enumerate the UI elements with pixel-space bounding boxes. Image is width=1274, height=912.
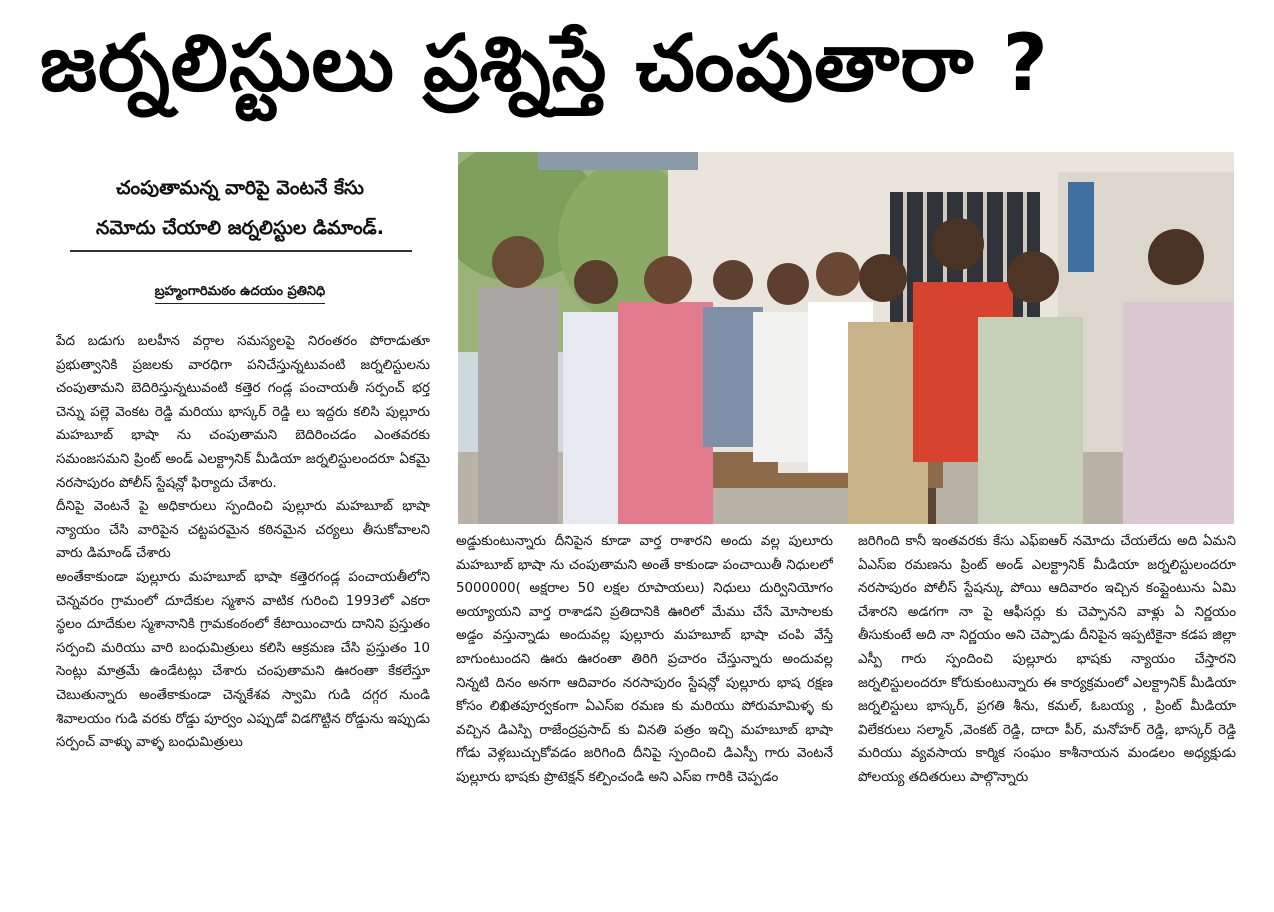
article-column-2 xyxy=(456,530,833,890)
article-paragraph: దీనిపై వెంటనే పై అధికారులు స్పందించి పుల్లూరు మహబూబ్ భాషా న్యాయం చేసి వారిపైన చట్టపరమైన కఠినమైన చర్యలు తీసుకోవాలని వారు డిమాండ్ చేశారు xyxy=(56,499,430,562)
byline xyxy=(50,284,430,302)
subheadline-divider xyxy=(70,250,412,252)
byline-text: బ్రహ్మంగారిమఠం ఉదయం ప్రతినిధి xyxy=(155,284,325,304)
headline: జర్నలిస్టులు ప్రశ్నిస్తే చంపుతారా ? xyxy=(40,19,1049,109)
news-photo-illustration xyxy=(458,152,1234,524)
subheadline-line-2: నమోదు చేయాలి జర్నలిస్టుల డిమాండ్. xyxy=(96,217,384,239)
article-column-1 xyxy=(56,330,430,892)
article-paragraph: పేద బడుగు బలహీన వర్గాల సమస్యలపై నిరంతరం పోరాడుతూ ప్రభుత్వానికి ప్రజలకు వారధిగా పనిచేస్తున్నటువంటి జర్నలిస్టులను చంపుతామని బెదిరిస్తున్నటువంటి కత్తెర గండ్ల పంచాయతీ సర్పంచ్ భర్త చెన్ను పల్లె వెంకట రెడ్డి మరియు భాస్కర్ రెడ్డి లు ఇద్దరు కలిసి పుల్లూరు మహబూబ్ భాషా ను చంపుతామని బెదిరించడం ఎంతవరకు సమంజసమని ప్రింట్ అండ్ ఎలక్ట్రానిక్ మీడియా జర్నలిస్టులందరూ ఏకమై నరసాపురం పోలీస్ స్టేషన్లో ఫిర్యాదు చేశారు. xyxy=(56,334,430,491)
news-photo xyxy=(458,152,1234,524)
article-paragraph: అడ్డుకుంటున్నారు దీనిపైన కూడా వార్త రాశారని అందు వల్ల పులూరు మహబూబ్ భాషా ను చంపుతామని అంతే కాకుండా పంచాయితీ నిధులలో 5000000( అక్షరాల 50 లక్షల రూపాయలు) నిధులు దుర్వినియోగం అయ్యాయని వార్త రాశాడని ప్రతిదానికి ఊరిలో మేము చేసే మోసాలకు అడ్డం వస్తున్నాడు అందువల్ల పుల్లూరు మహబూబ్ భాషా చంపి వేస్తే బాగుంటుందని ఊరు ఊరంతా తిరిగి ప్రచారం చేస్తున్నారు అందువల్ల నిన్నటి దినం అనగా ఆదివారం నరసాపురం స్టేషన్లో పుల్లూరు భాష రక్షణ కోసం లిఖితపూర్వకంగా ఏఎస్ఐ రమణ కు మరియు పోరుమామిళ్ళ కు వచ్చిన డిఎస్పి రాజేంద్రప్రసాద్ కు వినతి పత్రం ఇచ్చి మహబూబ్ భాషా గోడు వెళ్లబుచ్చుకోవడం జరిగింది దీనిపై స్పందించి డిఎస్పీ గారు వెంటనే పుల్లూరు భాషకు ప్రొటెక్షన్ కల్పించండి అని ఎస్ఐ గారికి చెప్పడం xyxy=(456,534,833,785)
subheadline xyxy=(50,168,430,248)
article-paragraph: అంతేకాకుండా పుల్లూరు మహబూబ్ భాషా కత్తెరగండ్ల పంచాయతీలోని చెన్నవరం గ్రామంలో దూదేకుల స్మశాన వాటిక గురించి 1993లో ఎకరా స్థలం దూదేకుల స్మశానానికి గ్రామకంఠంలో కేటాయించారు దానిని ప్రస్తుతం సర్పంచి మరియు వారి బంధుమిత్రులు కలిసి ఆక్రమణ చేసి ప్రస్తుతం 10 సెంట్లు మాత్రమే ఉండేటట్లు చేశారు చంపుతామని ఊరంతా కేకలేస్తూ చెబుతున్నారు అంతేకాకుండా చెన్నకేశవ స్వామి గుడి దగ్గర నుండి శివాలయం గుడి వరకు రోడ్డు పూర్వం ఎప్పుడో విడగొట్టిన రోడ్డును ఇప్పుడు సర్పంచ్ వాళ్ళు వాళ్ళ బంధుమిత్రులు xyxy=(56,569,430,751)
article-column-3 xyxy=(858,530,1236,890)
subheadline-line-1: చంపుతామన్న వారిపై వెంటనే కేసు xyxy=(116,177,364,199)
article-paragraph: జరిగింది కానీ ఇంతవరకు కేసు ఎఫ్ఐఆర్ నమోదు చేయలేదు అది ఏమని ఏఎస్ఐ రమణను ప్రింట్ అండ్ ఎలక్ట్రానిక్ మీడియా జర్నలిస్టులందరూ నరసాపురం పోలీస్ స్టేషన్కు పోయి ఆదివారం ఇచ్చిన కంప్లైంటును ఏమి చేశారని అడగగా నా పై ఆఫీసర్లు కు చెప్పానని వాళ్లు ఏ నిర్ణయం తీసుకుంటే అది నా నిర్ణయం అని చెప్పాడు దీనిపైన ఇప్పటికైనా కడప జిల్లా ఎస్పీ గారు స్పందించి పుల్లూరు భాషకు న్యాయం చేస్తారని జర్నలిస్టులందరూ కోరుకుంటున్నారు ఈ కార్యక్రమంలో ఎలక్ట్రానిక్ మీడియా జర్నలిస్టులు భాస్కర్, ప్రగతి శీను, కమల్, ఓబయ్య , ప్రింట్ మీడియా విలేకరులు సల్మాన్ ,వెంకట్ రెడ్డి, దాదా పీర్, మనోహర్ రెడ్డి, భాస్కర్ రెడ్డి మరియు వ్యవసాయ కార్మిక సంఘం కాశీనాయన మండలం అధ్యక్షుడు పోలయ్య తదితరులు పాల్గొన్నారు xyxy=(858,534,1236,785)
